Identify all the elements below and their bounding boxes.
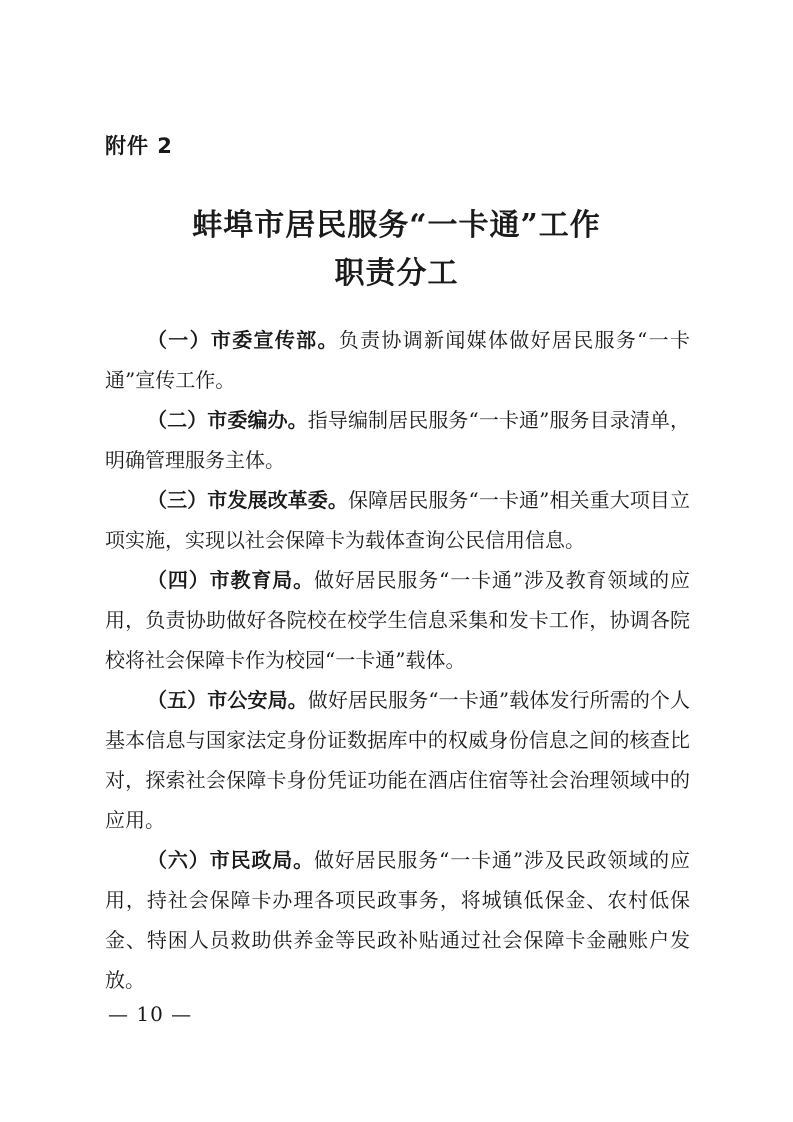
paragraph-publicity-dept [105,320,690,400]
paragraph-text: 做好居民服务“一卡通”涉及教育领域的应用，负责协助做好各院校在校学生信息采集和发卡工作，协调各院校将社会保障卡作为校园“一卡通”载体。 [105,568,690,672]
paragraph-text: 保障居民服务“一卡通”相关重大项目立项实施，实现以社会保障卡为载体查询公民信用信息。 [105,488,691,552]
document-title-line-1: 蚌埠市居民服务“一卡通”工作 [192,208,601,243]
paragraph-text: 指导编制居民服务“一卡通”服务目录清单，明确管理服务主体。 [105,408,691,472]
document-body [105,320,690,1000]
paragraph-heading: （二）市委编办。 [147,408,308,432]
paragraph-development-reform [105,480,690,560]
paragraph-heading: （六）市民政局。 [147,848,314,872]
paragraph-public-security [105,680,690,840]
attachment-label: 附件 2 [105,134,173,158]
paragraph-staffing-office [105,400,690,480]
paragraph-education-bureau [105,560,690,680]
paragraph-heading: （四）市教育局。 [147,568,314,592]
paragraph-heading: （五）市公安局。 [147,688,308,712]
paragraph-text: 做好居民服务“一卡通”载体发行所需的个人基本信息与国家法定身份证数据库中的权威身份信息之间的核查比对，探索社会保障卡身份凭证功能在酒店住宿等社会治理领域中的应用。 [105,688,691,832]
paragraph-civil-affairs [105,840,690,1000]
paragraph-heading: （三）市发展改革委。 [147,488,348,512]
paragraph-heading: （一）市委宣传部。 [147,328,339,352]
page-number: — 10 — [108,1002,193,1026]
paragraph-text: 负责协调新闻媒体做好居民服务“一卡通”宣传工作。 [105,328,690,392]
document-title-line-2: 职责分工 [334,256,459,291]
paragraph-text: 做好居民服务“一卡通”涉及民政领域的应用，持社会保障卡办理各项民政事务，将城镇低保金、农村低保金、特困人员救助供养金等民政补贴通过社会保障卡金融账户发放。 [105,848,690,992]
